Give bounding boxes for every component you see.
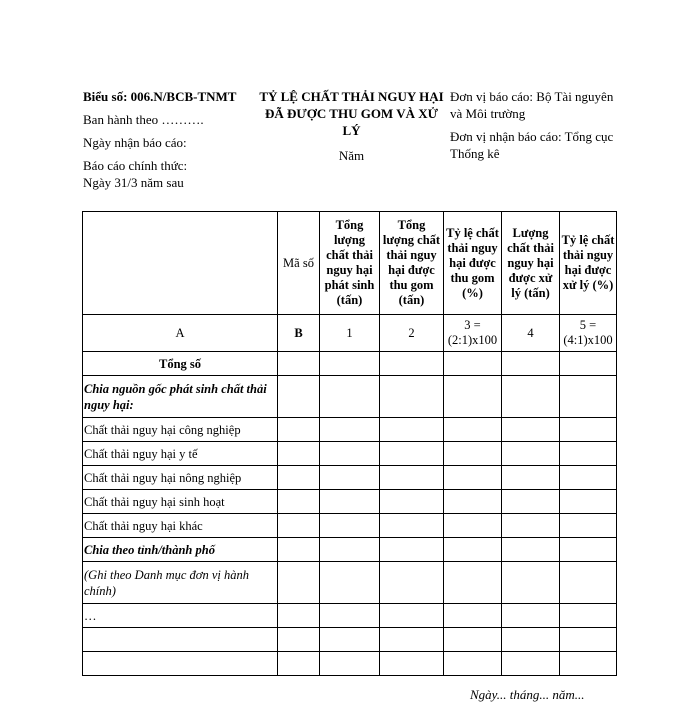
- data-cell[interactable]: [502, 352, 560, 376]
- data-cell[interactable]: [502, 652, 560, 676]
- data-cell[interactable]: [560, 466, 617, 490]
- header-left: [83, 88, 253, 191]
- form-code: Biểu số: 006.N/BCB-TNMT: [83, 89, 237, 104]
- row-label: Tổng số: [83, 352, 278, 376]
- table-header-row: [83, 212, 617, 315]
- data-cell[interactable]: [444, 442, 502, 466]
- data-cell[interactable]: [278, 418, 320, 442]
- official-date: Ngày 31/3 năm sau: [83, 175, 184, 190]
- table-row: [83, 352, 617, 376]
- data-cell[interactable]: [278, 352, 320, 376]
- row-label: …: [83, 604, 278, 628]
- column-header: Tổng lượng chất thải nguy hại phát sinh (tấn): [320, 212, 380, 315]
- data-cell[interactable]: [560, 418, 617, 442]
- row-label: [83, 628, 278, 652]
- data-cell[interactable]: [444, 352, 502, 376]
- data-cell[interactable]: [380, 442, 444, 466]
- data-cell[interactable]: [502, 466, 560, 490]
- data-cell[interactable]: [502, 418, 560, 442]
- issued-by: Ban hành theo ……….: [83, 112, 204, 127]
- data-cell[interactable]: [320, 376, 380, 418]
- table-row: [83, 466, 617, 490]
- received-date: Ngày nhận báo cáo:: [83, 135, 187, 150]
- column-header: Tỷ lệ chất thải nguy hại được thu gom (%): [444, 212, 502, 315]
- row-label: [83, 652, 278, 676]
- data-cell[interactable]: [380, 352, 444, 376]
- data-cell[interactable]: [320, 628, 380, 652]
- data-cell[interactable]: [380, 538, 444, 562]
- data-cell[interactable]: [380, 418, 444, 442]
- data-cell[interactable]: [320, 538, 380, 562]
- data-cell[interactable]: [380, 604, 444, 628]
- data-cell[interactable]: [278, 466, 320, 490]
- data-cell[interactable]: [560, 376, 617, 418]
- data-cell[interactable]: [560, 514, 617, 538]
- table-body: [83, 352, 617, 676]
- data-cell[interactable]: [380, 628, 444, 652]
- data-cell[interactable]: [380, 490, 444, 514]
- receiving-unit: Đơn vị nhận báo cáo: Tổng cục Thống kê: [450, 129, 614, 161]
- data-cell[interactable]: [502, 442, 560, 466]
- data-cell[interactable]: [444, 562, 502, 604]
- row-label: Chất thải nguy hại công nghiệp: [83, 418, 278, 442]
- data-cell[interactable]: [502, 604, 560, 628]
- report-title-line2: ĐÃ ĐƯỢC THU GOM VÀ XỬ LÝ: [265, 106, 438, 138]
- code-cell: A: [83, 315, 278, 352]
- data-cell[interactable]: [278, 538, 320, 562]
- table-row: [83, 538, 617, 562]
- data-cell[interactable]: [444, 466, 502, 490]
- table-row: [83, 418, 617, 442]
- data-cell[interactable]: [278, 562, 320, 604]
- data-cell[interactable]: [278, 652, 320, 676]
- code-cell: 2: [380, 315, 444, 352]
- data-cell[interactable]: [560, 352, 617, 376]
- report-title-line1: TỶ LỆ CHẤT THẢI NGUY HẠI: [259, 89, 444, 104]
- column-header: Mã số: [278, 212, 320, 315]
- data-cell[interactable]: [278, 376, 320, 418]
- data-cell[interactable]: [320, 652, 380, 676]
- data-cell[interactable]: [560, 562, 617, 604]
- data-cell[interactable]: [444, 376, 502, 418]
- table-row: [83, 490, 617, 514]
- data-cell[interactable]: [380, 466, 444, 490]
- data-cell[interactable]: [502, 376, 560, 418]
- report-table: [82, 211, 617, 676]
- data-cell[interactable]: [560, 628, 617, 652]
- data-cell[interactable]: [380, 514, 444, 538]
- data-cell[interactable]: [320, 490, 380, 514]
- code-cell: 3 = (2:1)x100: [444, 315, 502, 352]
- row-label: Chia nguồn gốc phát sinh chất thải nguy hại:: [83, 376, 278, 418]
- table-row: [83, 562, 617, 604]
- data-cell[interactable]: [320, 418, 380, 442]
- data-cell[interactable]: [278, 604, 320, 628]
- data-cell[interactable]: [320, 352, 380, 376]
- code-cell: 5 = (4:1)x100: [560, 315, 617, 352]
- data-cell[interactable]: [502, 490, 560, 514]
- data-cell[interactable]: [502, 514, 560, 538]
- table-row: [83, 604, 617, 628]
- code-cell: 1: [320, 315, 380, 352]
- column-header: Lượng chất thải nguy hại được xử lý (tấn): [502, 212, 560, 315]
- data-cell[interactable]: [444, 652, 502, 676]
- year-label: Năm: [338, 148, 365, 163]
- data-cell[interactable]: [444, 604, 502, 628]
- data-cell[interactable]: [560, 490, 617, 514]
- data-cell[interactable]: [380, 376, 444, 418]
- row-label: (Ghi theo Danh mục đơn vị hành chính): [83, 562, 278, 604]
- row-label: Chất thải nguy hại y tế: [83, 442, 278, 466]
- data-cell[interactable]: [502, 628, 560, 652]
- row-label: Chia theo tỉnh/thành phố: [83, 538, 278, 562]
- table-row: [83, 514, 617, 538]
- data-cell[interactable]: [320, 466, 380, 490]
- official-report: Báo cáo chính thức:: [83, 158, 188, 173]
- data-cell[interactable]: [320, 562, 380, 604]
- table-row: [83, 628, 617, 652]
- table-row: [83, 652, 617, 676]
- table-row: [83, 376, 617, 418]
- column-header: Tổng lượng chất thải nguy hại được thu gom (tấn): [380, 212, 444, 315]
- data-cell[interactable]: [560, 604, 617, 628]
- data-cell[interactable]: [560, 538, 617, 562]
- data-cell[interactable]: [320, 514, 380, 538]
- data-cell[interactable]: [278, 490, 320, 514]
- row-label: Chất thải nguy hại khác: [83, 514, 278, 538]
- data-cell[interactable]: [320, 442, 380, 466]
- data-cell[interactable]: [502, 562, 560, 604]
- data-cell[interactable]: [444, 628, 502, 652]
- data-cell[interactable]: [502, 538, 560, 562]
- data-cell[interactable]: [560, 442, 617, 466]
- column-header: Tỷ lệ chất thải nguy hại được xử lý (%): [560, 212, 617, 315]
- data-cell[interactable]: [320, 604, 380, 628]
- data-cell[interactable]: [380, 652, 444, 676]
- code-row: [83, 315, 617, 352]
- table-row: [83, 442, 617, 466]
- data-cell[interactable]: [444, 418, 502, 442]
- data-cell[interactable]: [560, 652, 617, 676]
- code-cell: B: [278, 315, 320, 352]
- data-cell[interactable]: [380, 562, 444, 604]
- data-cell[interactable]: [278, 514, 320, 538]
- data-cell[interactable]: [444, 538, 502, 562]
- data-cell[interactable]: [278, 442, 320, 466]
- row-label: Chất thải nguy hại sinh hoạt: [83, 490, 278, 514]
- signature-date: Ngày... tháng... năm...: [470, 687, 585, 702]
- data-cell[interactable]: [444, 514, 502, 538]
- header-center: [255, 88, 448, 164]
- data-cell[interactable]: [278, 628, 320, 652]
- column-header: [83, 212, 278, 315]
- reporting-unit: Đơn vị báo cáo: Bộ Tài nguyên và Môi trường: [450, 89, 614, 121]
- data-cell[interactable]: [444, 490, 502, 514]
- header-right: [450, 88, 620, 162]
- code-cell: 4: [502, 315, 560, 352]
- row-label: Chất thải nguy hại nông nghiệp: [83, 466, 278, 490]
